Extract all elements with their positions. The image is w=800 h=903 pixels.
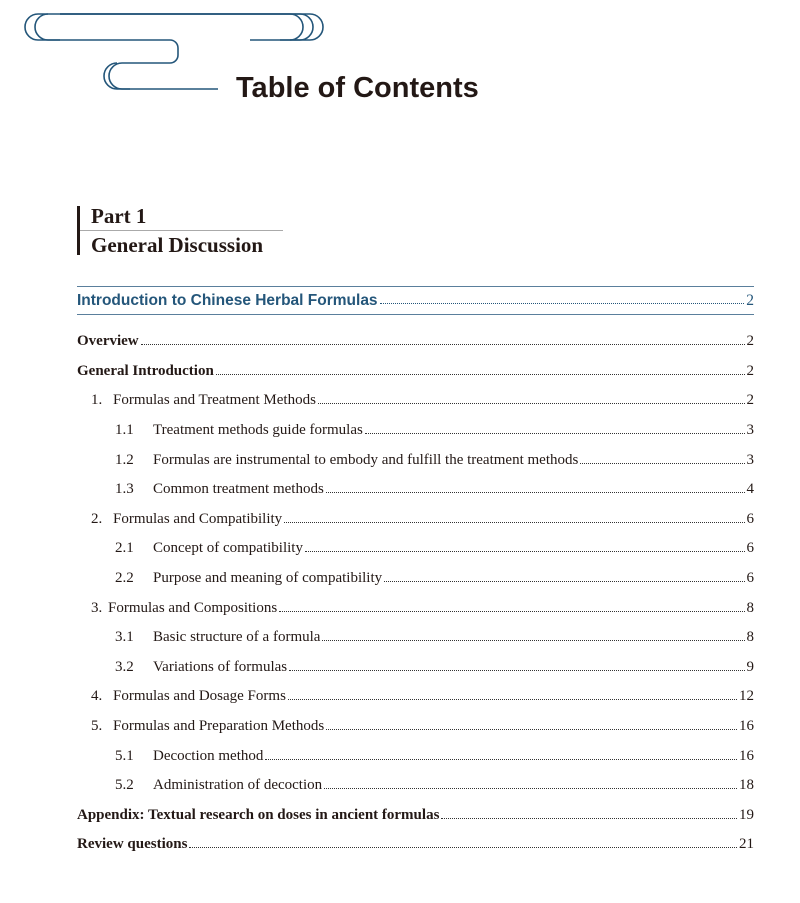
entry-label: Formulas and Dosage Forms	[113, 688, 286, 705]
entry-number: 1.2	[115, 451, 134, 468]
chapter-label: Introduction to Chinese Herbal Formulas	[77, 291, 378, 309]
entry-label: Overview	[77, 333, 139, 350]
toc-entry[interactable]	[77, 534, 754, 564]
entry-page: 4	[746, 481, 754, 498]
dot-leader	[189, 847, 737, 848]
entry-number: 5.	[91, 718, 103, 735]
part-number: Part 1	[91, 204, 147, 228]
part-heading	[77, 204, 264, 257]
toc-entry[interactable]	[77, 445, 754, 475]
toc-entry[interactable]	[77, 830, 754, 860]
entry-label: Formulas and Compatibility	[113, 510, 283, 527]
toc-entry[interactable]	[77, 771, 754, 801]
dot-leader	[289, 670, 744, 671]
toc-entry[interactable]	[77, 712, 754, 742]
entry-page: 12	[739, 688, 754, 705]
entry-page: 18	[739, 777, 754, 794]
page-title: Table of Contents	[236, 72, 479, 104]
dot-leader	[384, 581, 744, 582]
entry-label: Formulas are instrumental to embody and fulfill the treatment methods	[153, 451, 579, 468]
toc-entry[interactable]	[77, 564, 754, 594]
entry-number: 1.	[91, 392, 103, 409]
entry-label: Treatment methods guide formulas	[153, 422, 363, 439]
dot-leader	[322, 640, 744, 641]
dot-leader	[318, 403, 745, 404]
dot-leader	[288, 699, 737, 700]
chapter-page: 2	[746, 291, 754, 309]
entry-page: 2	[746, 362, 754, 379]
toc-list	[77, 327, 754, 860]
entry-page: 6	[746, 570, 754, 587]
toc-entry[interactable]	[77, 801, 754, 831]
entry-page: 3	[746, 422, 754, 439]
entry-page: 8	[746, 599, 754, 616]
toc-entry[interactable]	[77, 357, 754, 387]
dot-leader	[141, 344, 745, 345]
entry-page: 6	[746, 510, 754, 527]
entry-number: 2.2	[115, 570, 134, 587]
entry-label: Formulas and Compositions	[108, 599, 278, 616]
dot-leader	[380, 303, 745, 304]
entry-number: 1.3	[115, 481, 134, 498]
entry-page: 6	[746, 540, 754, 557]
entry-label: Common treatment methods	[153, 481, 324, 498]
toc-entry[interactable]	[77, 475, 754, 505]
dot-leader	[326, 729, 737, 730]
part-name: General Discussion	[91, 233, 264, 257]
toc-entry[interactable]	[77, 682, 754, 712]
dot-leader	[305, 551, 745, 552]
part-divider	[80, 230, 283, 231]
entry-number: 5.1	[115, 747, 134, 764]
dot-leader	[265, 759, 737, 760]
entry-label: Concept of compatibility	[153, 540, 303, 557]
toc-entry[interactable]	[77, 416, 754, 446]
entry-label: Administration of decoction	[153, 777, 323, 794]
dot-leader	[324, 788, 737, 789]
entry-label: Purpose and meaning of compatibility	[153, 570, 383, 587]
toc-entry[interactable]	[77, 386, 754, 416]
toc-chapter-entry[interactable]	[77, 286, 754, 315]
entry-number: 2.	[91, 510, 103, 527]
toc-entry[interactable]	[77, 741, 754, 771]
entry-number: 3.	[91, 599, 103, 616]
entry-label: Review questions	[77, 836, 188, 853]
entry-label: Formulas and Treatment Methods	[113, 392, 316, 409]
entry-page: 8	[746, 629, 754, 646]
entry-label: General Introduction	[77, 362, 214, 379]
entry-page: 19	[739, 806, 754, 823]
dot-leader	[441, 818, 737, 819]
entry-number: 4.	[91, 688, 103, 705]
entry-page: 3	[746, 451, 754, 468]
entry-label: Formulas and Preparation Methods	[113, 718, 325, 735]
entry-page: 9	[746, 658, 754, 675]
entry-page: 16	[739, 747, 754, 764]
entry-number: 1.1	[115, 422, 134, 439]
entry-page: 2	[746, 333, 754, 350]
dot-leader	[326, 492, 745, 493]
dot-leader	[580, 463, 744, 464]
entry-label: Basic structure of a formula	[153, 629, 321, 646]
toc-entry[interactable]	[77, 623, 754, 653]
entry-label: Decoction method	[153, 747, 264, 764]
toc-entry[interactable]	[77, 593, 754, 623]
dot-leader	[216, 374, 745, 375]
dot-leader	[284, 522, 744, 523]
entry-label: Appendix: Textual research on doses in ancient formulas	[77, 806, 440, 823]
dot-leader	[365, 433, 745, 434]
entry-page: 2	[746, 392, 754, 409]
entry-page: 21	[739, 836, 754, 853]
entry-number: 3.1	[115, 629, 134, 646]
entry-number: 3.2	[115, 658, 134, 675]
toc-entry[interactable]	[77, 327, 754, 357]
toc-entry[interactable]	[77, 505, 754, 535]
entry-page: 16	[739, 718, 754, 735]
entry-number: 5.2	[115, 777, 134, 794]
dot-leader	[279, 611, 744, 612]
toc-entry[interactable]	[77, 653, 754, 683]
entry-number: 2.1	[115, 540, 134, 557]
entry-label: Variations of formulas	[153, 658, 288, 675]
